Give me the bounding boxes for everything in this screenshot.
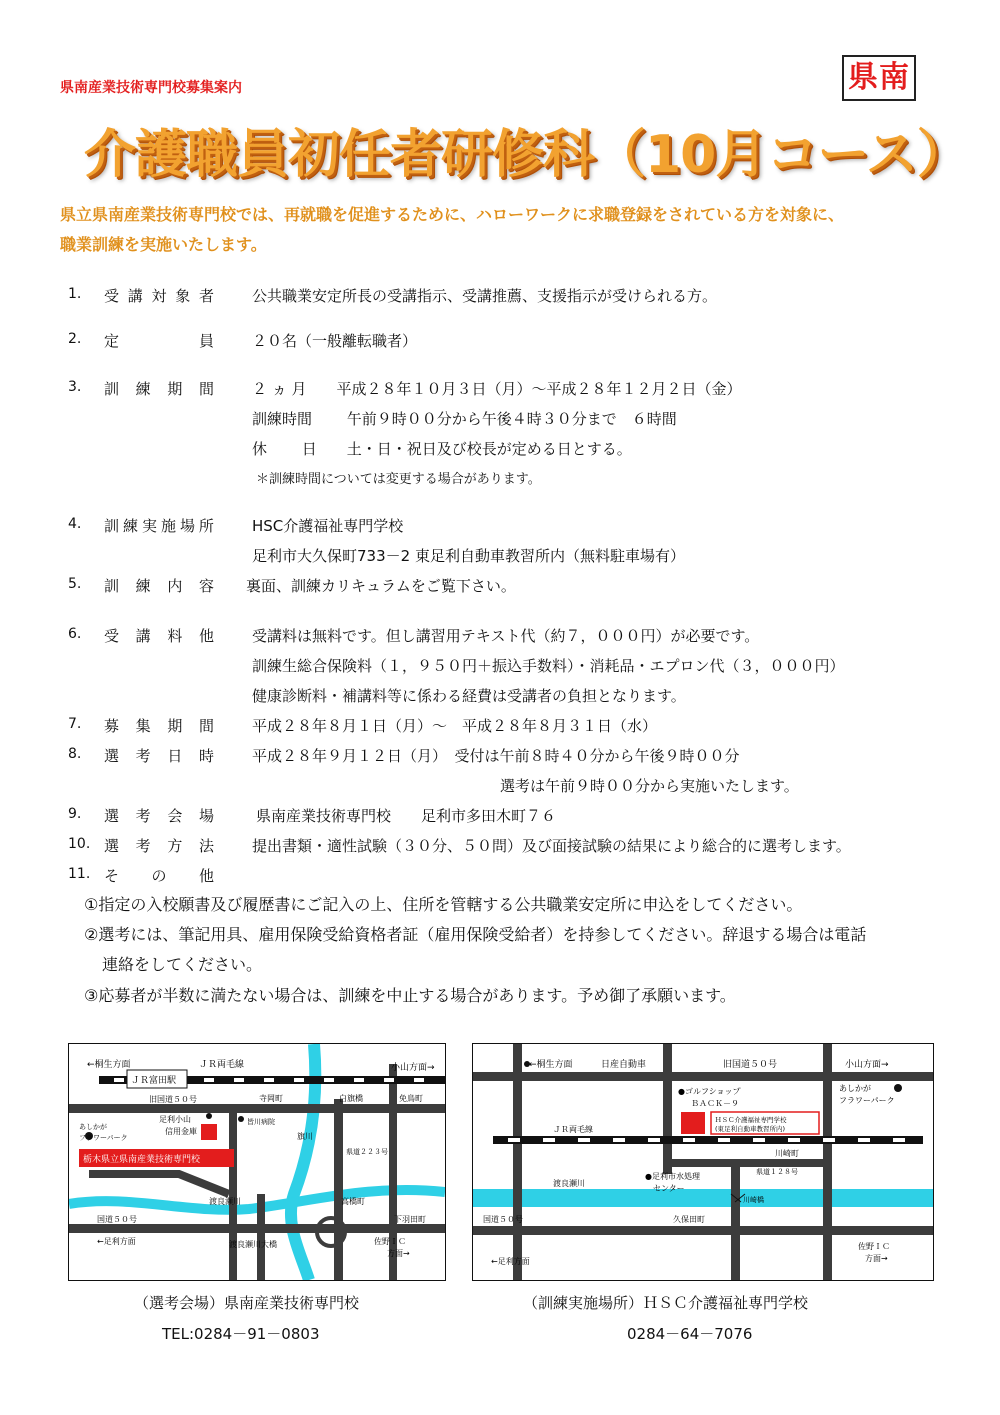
- label-ashikaga-dir: ←足利方面: [97, 1237, 136, 1246]
- item-number: 4.: [68, 516, 82, 532]
- item-number: 6.: [68, 626, 82, 642]
- label-minagawa: 皆川病院: [247, 1118, 275, 1126]
- item-label-char: 法: [198, 837, 214, 855]
- item-label-char: 日: [167, 747, 183, 765]
- item-label-char: 容: [198, 577, 214, 595]
- item-label-char: の: [151, 867, 167, 885]
- label-menkou: 免鳥町: [399, 1094, 423, 1103]
- intro-line-1: 県立県南産業技術専門校では、再就職を促進するために、ハローワークに求職登録をされている方を対象に、: [60, 205, 845, 224]
- rlabel-watarase: 渡良瀬川: [553, 1179, 585, 1188]
- flower-park-right-marker: [894, 1084, 902, 1092]
- rlabel-water2: センター: [653, 1184, 685, 1193]
- item-label: [104, 575, 214, 596]
- item-label-char: 練: [135, 577, 151, 595]
- item-label: [104, 330, 214, 351]
- old-route-50: [69, 1104, 445, 1113]
- item-number: 8.: [68, 746, 82, 762]
- item-label-char: 対: [151, 287, 167, 305]
- item-label-char: 場: [198, 807, 214, 825]
- item-label-char: 練: [122, 517, 138, 535]
- item-label-char: 集: [135, 717, 151, 735]
- right-map-tel: 0284－64－7076: [627, 1325, 753, 1343]
- item-label-char: 料: [167, 627, 183, 645]
- item-label-char: 考: [135, 807, 151, 825]
- item-label-char: 期: [167, 717, 183, 735]
- rlabel-kendo: 県道１２８号: [756, 1168, 798, 1176]
- item-value: 訓練時間 午前９時００分から午後４時３０分まで ６時間: [252, 410, 677, 428]
- rlabel-sano: 佐野ＩＣ: [858, 1242, 890, 1251]
- item-label-char: 考: [135, 837, 151, 855]
- item-label-char: 講: [135, 627, 151, 645]
- page-title: 介護職員初任者研修科（10月コース）: [84, 125, 968, 185]
- item-label-char: 所: [198, 517, 214, 535]
- item-label: [104, 715, 214, 736]
- rlabel-koyama: 小山方面→: [845, 1060, 889, 1070]
- item-value: 裏面、訓練カリキュラムをご覧下さい。: [246, 577, 516, 595]
- label-r50-top: 旧国道５０号: [149, 1095, 197, 1104]
- rlabel-flower-park: フラワーパーク: [839, 1096, 895, 1105]
- item-label-char: 他: [198, 627, 214, 645]
- road-v2: [334, 1099, 343, 1280]
- item-label-char: 期: [167, 380, 183, 398]
- header-label: 県南産業技術専門校募集案内: [60, 80, 242, 96]
- map-left-svg: [69, 1044, 445, 1280]
- item-label-char: 間: [198, 380, 214, 398]
- item-label-char: 象: [175, 287, 191, 305]
- old-route-50-right: [473, 1072, 933, 1081]
- label-flower-park: フラワーパーク: [79, 1134, 128, 1142]
- rlabel-hsc1: ＨＳＣ介護福祉専門学校: [715, 1116, 787, 1124]
- label-watarase: 渡良瀬川: [209, 1197, 241, 1206]
- label-school: 栃木県立県南産業技術専門校: [83, 1155, 201, 1165]
- item-label: [104, 378, 214, 399]
- rlabel-jr: ＪＲ両毛線: [553, 1125, 593, 1134]
- item-value: 県南産業技術専門校 足利市多田木町７６: [256, 807, 557, 825]
- item-value: 訓練生総合保険料（１，９５０円＋振込手数料）・消耗品・エプロン代（３，０００円）: [252, 657, 845, 675]
- item-label-char: 方: [167, 837, 183, 855]
- hsc-marker: [681, 1112, 705, 1134]
- label-ohashi: 渡良瀬川大橋: [229, 1240, 277, 1249]
- item-label: [104, 835, 214, 856]
- item-value: HSC介護福祉専門学校: [252, 517, 404, 535]
- item-label-char: 内: [167, 577, 183, 595]
- rlabel-hsc2: (東足利自動車教習所内): [715, 1125, 786, 1133]
- label-sano-dir: 方面→: [387, 1249, 410, 1258]
- item-label-char: 選: [104, 747, 120, 765]
- item-label-char: 施: [160, 517, 176, 535]
- label-kendo: 県道２２３号: [346, 1148, 388, 1156]
- intro-line-2: 職業訓練を実施いたします。: [60, 235, 267, 254]
- note-2-cont: 連絡をしてください。: [102, 955, 263, 974]
- item-label-char: 者: [198, 287, 214, 305]
- note-2: ②選考には、筆記用具、雇用保険受給資格者証（雇用保険受給者）を持参してください。辞退する場合は電話: [84, 925, 867, 944]
- note-3: ③応募者が半数に満たない場合は、訓練を中止する場合があります。予め御了承願います。: [84, 986, 736, 1005]
- rlabel-sano-dir: 方面→: [865, 1254, 888, 1263]
- item-label: [104, 805, 214, 826]
- road-right-v2: [663, 1044, 672, 1174]
- watarase-river-right: [473, 1189, 933, 1207]
- item-label-char: 他: [198, 867, 214, 885]
- rlabel-golf: ●ゴルフショップ: [678, 1087, 741, 1096]
- item-label: [104, 285, 214, 306]
- label-shinyo: 信用金庫: [165, 1127, 197, 1136]
- label-takahashi: 高橋町: [341, 1197, 365, 1206]
- item-label-char: 場: [179, 517, 195, 535]
- rlabel-nissan: 日産自動車: [601, 1060, 647, 1070]
- rlabel-ashikaga-dir: ←足利方面: [491, 1257, 530, 1266]
- item-label-char: 考: [135, 747, 151, 765]
- rlabel-water1: ●足利市水処理: [645, 1172, 700, 1181]
- item-label-char: 募: [104, 717, 120, 735]
- item-label-char: 講: [127, 287, 143, 305]
- road-v1: [229, 1104, 237, 1280]
- rlabel-back9: ＢＡＣＫ－９: [691, 1099, 739, 1108]
- rlabel-kubota: 久保田町: [673, 1215, 705, 1224]
- rlabel-r50: 国道５０号: [483, 1215, 523, 1224]
- road-right-v3: [731, 1159, 740, 1280]
- item-number: 1.: [68, 286, 82, 302]
- item-label-char: 実: [141, 517, 157, 535]
- item-label-char: 間: [198, 717, 214, 735]
- label-kiryu: ←桐生方面: [87, 1060, 131, 1070]
- label-r50: 国道５０号: [97, 1215, 137, 1224]
- item-label-char: 受: [104, 627, 120, 645]
- item-label-char: 受: [104, 287, 120, 305]
- item-number: 3.: [68, 379, 82, 395]
- item-label: [104, 865, 214, 886]
- rlabel-kawasaki: 川崎町: [775, 1149, 799, 1158]
- item-value: ２ ヵ 月 平成２８年１０月３日（月）～平成２８年１２月２日（金）: [252, 380, 742, 398]
- item-number: 5.: [68, 576, 82, 592]
- item-value: 公共職業安定所長の受講指示、受講推薦、支援指示が受けられる方。: [252, 287, 718, 305]
- item-label-char: 選: [104, 837, 120, 855]
- road-v4: [257, 1194, 265, 1280]
- map-selection-venue: [68, 1043, 446, 1281]
- road-v3: [389, 1064, 397, 1280]
- left-map-caption: （選考会場）県南産業技術専門校: [134, 1294, 360, 1312]
- item-label: [104, 745, 214, 766]
- map-training-venue: [472, 1043, 934, 1281]
- label-koyama-shinkin: 足利小山: [159, 1115, 191, 1124]
- item-value: ２０名（一般離転職者）: [252, 332, 418, 350]
- label-ashikaga-flower: あしかが: [79, 1123, 107, 1131]
- item-value: 足利市大久保町733－2 東足利自動車教習所内（無料駐車場有）: [252, 547, 685, 565]
- item-value: 休 日 土・日・祝日及び校長が定める日とする。: [252, 440, 632, 458]
- item-label-char: 練: [135, 380, 151, 398]
- label-tomita: ＪＲ富田駅: [131, 1076, 177, 1086]
- route-50-right: [473, 1226, 933, 1235]
- rlabel-kawasaki-bridge: 川崎橋: [743, 1196, 764, 1204]
- hospital-marker: [238, 1116, 244, 1122]
- label-koyama: 小山方面→: [391, 1063, 435, 1073]
- road-diag: [89, 1174, 229, 1194]
- item-number: 2.: [68, 331, 82, 347]
- region-badge: 県南: [842, 55, 916, 101]
- road-right-v4: [823, 1044, 832, 1280]
- item-value: 受講料は無料です。但し講習用テキスト代（約７，０００円）が必要です。: [252, 627, 760, 645]
- road-right-h: [672, 1159, 823, 1167]
- left-map-tel: TEL:0284－91－0803: [162, 1325, 320, 1343]
- item-label-char: 訓: [104, 577, 120, 595]
- item-label-char: 定: [104, 332, 120, 350]
- item-value: 選考は午前９時００分から実施いたします。: [500, 777, 799, 795]
- item-label: [104, 625, 214, 646]
- item-number: 7.: [68, 716, 82, 732]
- item-number: 9.: [68, 806, 82, 822]
- item-label-char: 時: [198, 747, 214, 765]
- item-label-char: 員: [198, 332, 214, 350]
- label-shirasaki: 白旗橋: [339, 1094, 363, 1103]
- label-hatagawa: 旗川: [297, 1132, 313, 1141]
- item-value: ＊訓練時間については変更する場合があります。: [256, 472, 541, 487]
- label-teraoka: 寺岡町: [259, 1094, 283, 1103]
- item-value: 平成２８年８月１日（月）～ 平成２８年８月３１日（水）: [252, 717, 658, 735]
- item-label: [104, 515, 214, 536]
- shinkin-marker: [206, 1113, 212, 1119]
- note-1: ①指定の入校願書及び履歴書にご記入の上、住所を管轄する公共職業安定所に申込をしてください。: [84, 895, 803, 914]
- right-map-caption: （訓練実施場所）ＨＳＣ介護福祉専門学校: [523, 1294, 809, 1312]
- item-value: 平成２８年９月１２日（月） 受付は午前８時４０分から午後９時００分: [252, 747, 740, 765]
- map-right-svg: [473, 1044, 933, 1280]
- label-jr: ＪＲ両毛線: [199, 1060, 245, 1070]
- item-number: 10.: [68, 836, 91, 852]
- item-label-char: 選: [104, 807, 120, 825]
- road-right-v1: [513, 1044, 522, 1280]
- item-value: 提出書類・適性試験（３０分、５０問）及び面接試験の結果により総合的に選考します。: [252, 837, 851, 855]
- rlabel-kiryu: ←桐生方面: [529, 1060, 573, 1070]
- item-value: 健康診断料・補講料等に係わる経費は受講者の負担となります。: [252, 687, 686, 705]
- rlabel-r50-old: 旧国道５０号: [723, 1060, 778, 1070]
- school-marker: [201, 1124, 217, 1140]
- rlabel-ashikaga-flower: あしかが: [839, 1084, 871, 1093]
- item-label-char: 会: [167, 807, 183, 825]
- item-label-char: そ: [104, 867, 120, 885]
- label-shimotada: 下羽田町: [394, 1215, 426, 1224]
- item-label-char: 訓: [104, 380, 120, 398]
- item-number: 11.: [68, 866, 91, 882]
- label-sano: 佐野ＩＣ: [374, 1237, 406, 1246]
- item-label-char: 訓: [104, 517, 120, 535]
